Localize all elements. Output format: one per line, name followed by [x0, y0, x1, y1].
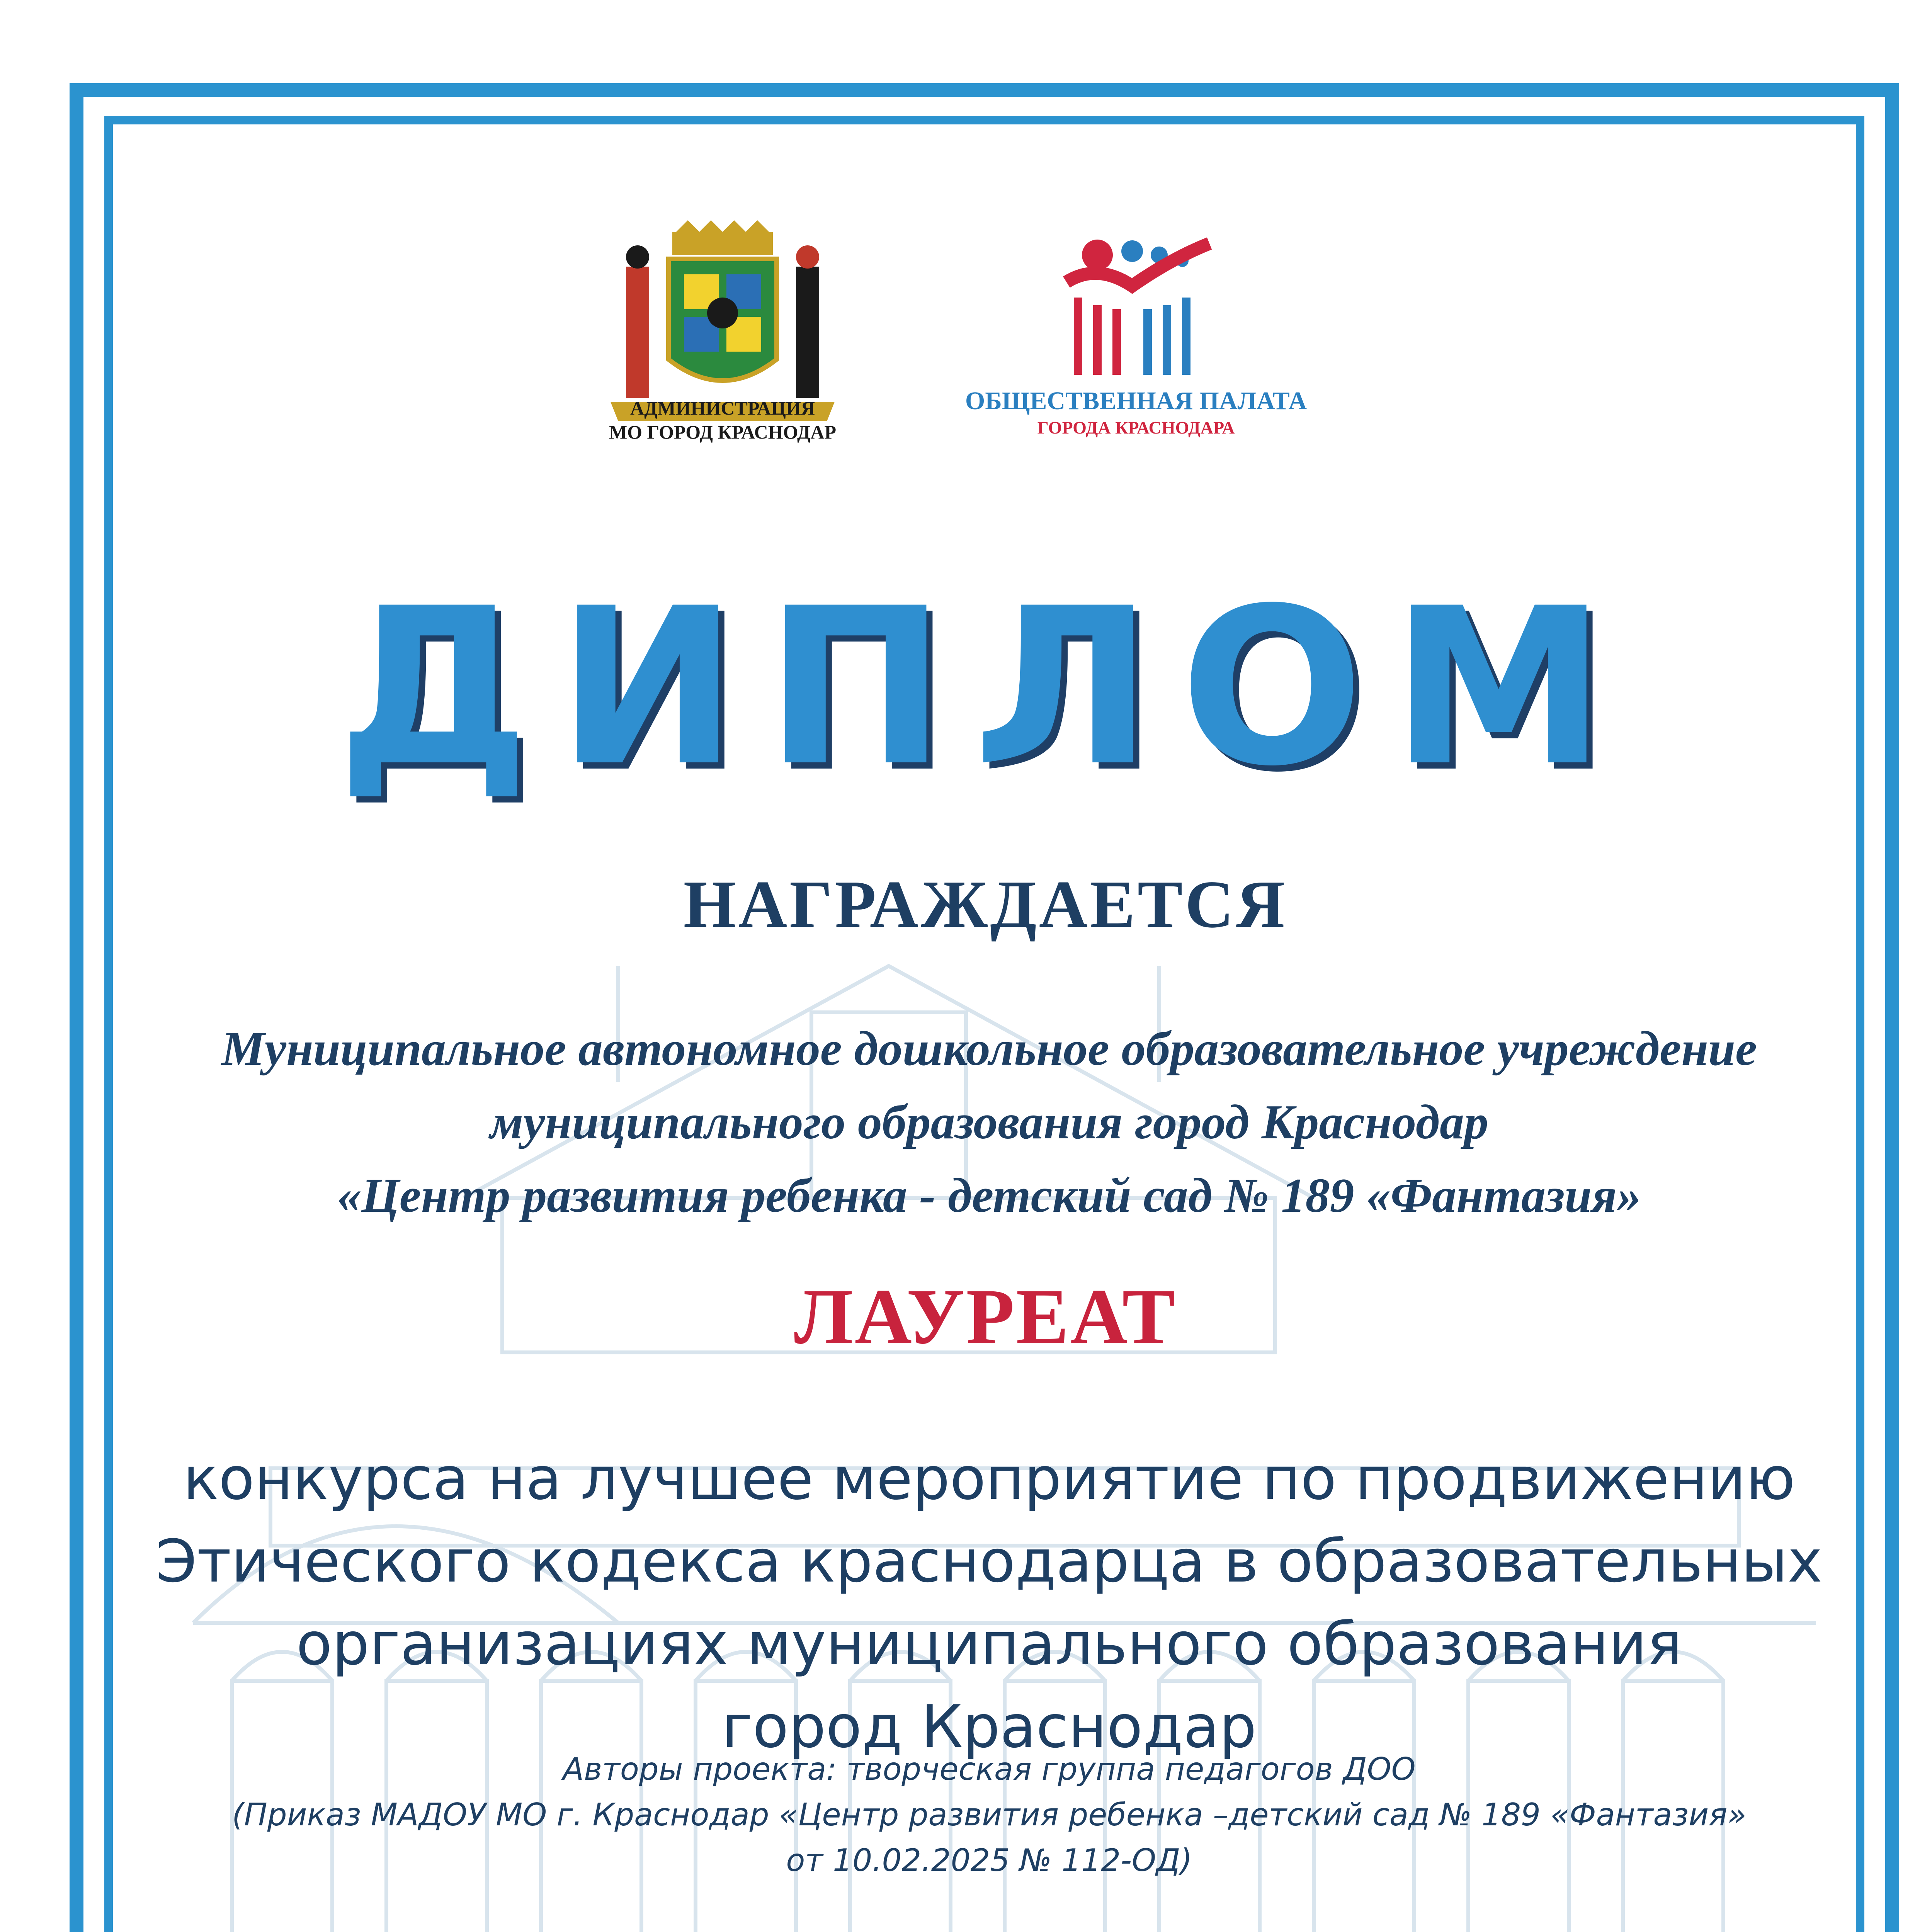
contest-line: конкурса на лучшее мероприятие по продвижению [183, 1444, 1796, 1513]
organization-line: муниципального образования город Краснодар [490, 1095, 1488, 1149]
laureate-heading: ЛАУРЕАТ [794, 1273, 1177, 1361]
contest-line: город Краснодар [722, 1692, 1257, 1761]
authors-line: Авторы проекта: творческая группа педагогов ДОО [563, 1751, 1416, 1787]
contest-line: Этического кодекса краснодарца в образовательных [156, 1527, 1823, 1595]
authors-line: от 10.02.2025 № 112-ОД) [786, 1842, 1192, 1878]
diploma-title: ДИПЛОМ [337, 562, 1634, 814]
awarded-heading: НАГРАЖДАЕТСЯ [683, 867, 1287, 942]
public-chamber-subtitle: ГОРОДА КРАСНОДАРА [1037, 418, 1235, 437]
project-authors [139, 1747, 1839, 1883]
authors-line: (Приказ МАДОУ МО г. Краснодар «Центр развития ребенка –детский сад № 189 «Фантазия» [232, 1797, 1747, 1833]
administration-caption [514, 396, 931, 444]
contest-description [139, 1437, 1839, 1768]
organization-name [139, 1012, 1839, 1233]
administration-caption-line2: МО ГОРОД КРАСНОДАР [609, 421, 837, 443]
organization-line: «Центр развития ребенка - детский сад № 189 «Фантазия» [337, 1169, 1641, 1223]
public-chamber-title: ОБЩЕСТВЕННАЯ ПАЛАТА [965, 387, 1307, 415]
administration-caption-line1: АДМИНИСТРАЦИЯ [630, 397, 815, 419]
public-chamber-emblem-icon [1043, 228, 1225, 379]
organization-line: Муниципальное автономное дошкольное образовательное учреждение [221, 1022, 1757, 1076]
contest-line: организациях муниципального образования [296, 1610, 1682, 1678]
